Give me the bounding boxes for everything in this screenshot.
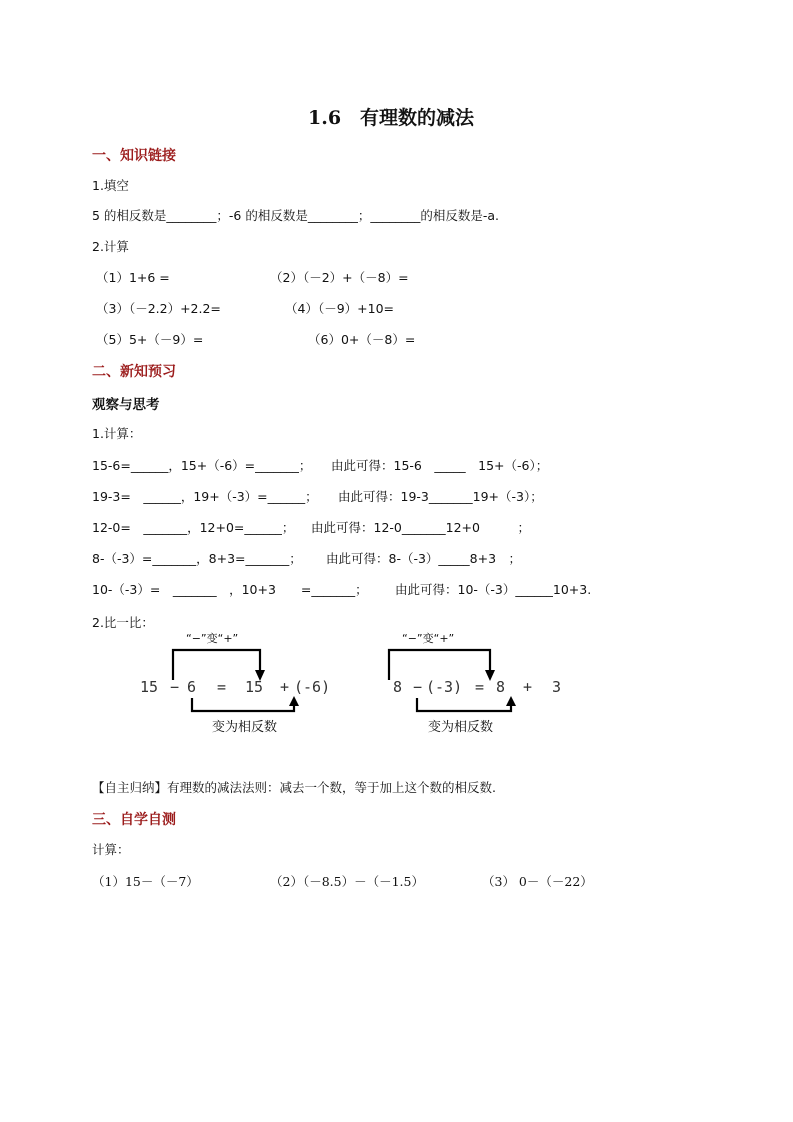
s1-q2-item-2: （2）（－2）+（－8）= <box>270 270 409 285</box>
s1-q2-item-6: （6）0+（－8）= <box>308 332 416 347</box>
s2-row-2-left: 19-3= ______，19+（-3）=______； <box>92 489 318 504</box>
d1-bottom-arrowhead <box>289 696 299 706</box>
section-1-heading: 一、知识链接 <box>92 148 176 164</box>
s2-row-5-right: 由此可得：10-（-3）______10+3. <box>395 582 592 597</box>
s2-q1-label: 1.计算： <box>92 426 142 441</box>
d1-term-3: 15 <box>245 678 264 696</box>
d1-top-label: “−”变“+” <box>186 632 239 645</box>
s2-row-1-right: 由此可得：15-6 _____ 15+（-6）； <box>331 458 549 473</box>
s1-q2-label: 2.计算 <box>92 239 129 254</box>
s1-q1-text: 5 的相反数是________；-6 的相反数是________；________的相反数是-a. <box>92 208 500 223</box>
s3-item-2: （2）（－8.5）－（－1.5） <box>270 874 424 889</box>
d1-term-4: (-6) <box>294 678 331 696</box>
s2-row-3-right: 由此可得：12-0_______12+0 ； <box>311 520 530 535</box>
s2-row-1-left: 15-6=______，15+（-6）=_______； <box>92 458 312 473</box>
d1-equals: = <box>217 678 227 696</box>
d1-term-2: 6 <box>187 678 197 696</box>
d2-term-4: 3 <box>552 678 562 696</box>
d2-term-2: (-3) <box>426 678 463 696</box>
d1-minus: − <box>170 678 180 696</box>
s3-label: 计算： <box>92 842 130 857</box>
page-title: 1.6 有理数的减法 <box>308 107 475 129</box>
section-3-heading: 三、自学自测 <box>92 812 176 828</box>
s1-q2-item-4: （4）（－9）+10= <box>285 301 395 316</box>
s2-subheading: 观察与思考 <box>92 397 160 413</box>
s2-row-3-left: 12-0= _______，12+0=______； <box>92 520 295 535</box>
d2-top-arrowhead <box>485 670 495 681</box>
s1-q2-item-3: （3）（－2.2）+2.2= <box>96 301 221 316</box>
s1-q2-item-1: （1）1+6 = <box>96 270 170 285</box>
s2-row-4-left: 8-（-3）=_______，8+3=_______； <box>92 551 302 566</box>
s3-item-3: （3） 0－（－22） <box>482 874 593 889</box>
d2-top-label: “−”变“+” <box>402 632 455 645</box>
d2-term-3: 8 <box>496 678 506 696</box>
s2-row-4-right: 由此可得：8-（-3）_____8+3 ； <box>326 551 522 566</box>
d1-bottom-bracket <box>192 698 294 711</box>
d1-term-1: 15 <box>140 678 159 696</box>
d2-bottom-bracket <box>417 698 511 711</box>
d2-bottom-arrowhead <box>506 696 516 706</box>
s2-summary: 【自主归纳】有理数的减法法则：减去一个数，等于加上这个数的相反数. <box>92 780 496 795</box>
d2-bottom-label: 变为相反数 <box>428 720 494 735</box>
d1-top-bracket <box>173 650 260 680</box>
section-2-heading: 二、新知预习 <box>92 364 176 380</box>
s2-row-2-right: 由此可得：19-3_______19+（-3）； <box>338 489 543 504</box>
d1-bottom-label: 变为相反数 <box>212 720 278 735</box>
s3-item-1: （1）15－（－7） <box>92 874 199 889</box>
s1-q1-label: 1.填空 <box>92 178 129 193</box>
d1-plus: + <box>280 678 290 696</box>
s2-row-5-left: 10-（-3）= _______ ，10+3 =_______； <box>92 582 368 597</box>
d2-top-bracket <box>389 650 490 680</box>
d2-minus: − <box>413 678 423 696</box>
d2-plus: + <box>523 678 533 696</box>
s2-q2-label: 2.比一比： <box>92 615 154 630</box>
d2-term-1: 8 <box>393 678 403 696</box>
s1-q2-item-5: （5）5+（－9）= <box>96 332 204 347</box>
d2-equals: = <box>475 678 485 696</box>
